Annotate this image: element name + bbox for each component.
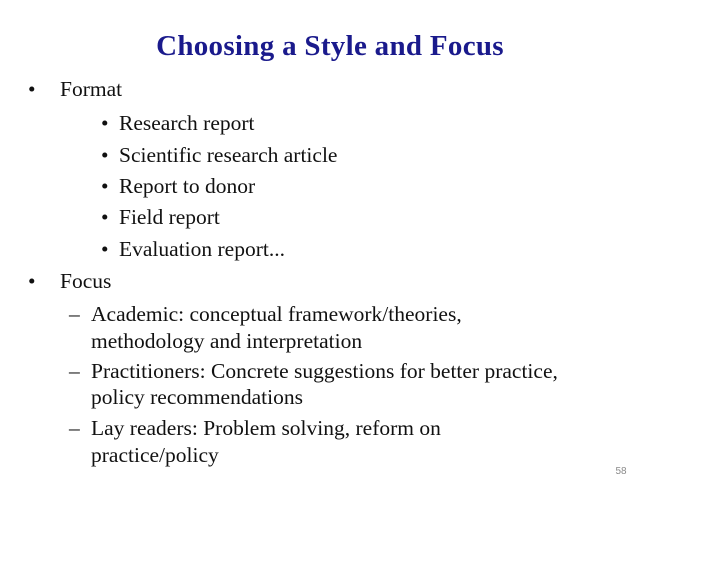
list-item-continuation: policy recommendations xyxy=(91,385,303,409)
focus-item-line: Lay readers: Problem solving, reform on xyxy=(91,416,441,440)
format-bullet xyxy=(28,76,122,102)
bullet-icon: • xyxy=(101,237,109,261)
list-item xyxy=(101,236,285,262)
slide-title: Choosing a Style and Focus xyxy=(156,30,504,62)
format-item: Scientific research article xyxy=(119,143,338,167)
bullet-icon: • xyxy=(101,205,109,229)
list-item xyxy=(69,415,441,441)
format-item: Field report xyxy=(119,205,220,229)
focus-bullet xyxy=(28,268,111,294)
format-item: Report to donor xyxy=(119,174,256,198)
list-item-continuation: methodology and interpretation xyxy=(91,329,363,353)
focus-item-line: Practitioners: Concrete suggestions for better practice, xyxy=(91,359,558,383)
focus-item-line: Academic: conceptual framework/theories, xyxy=(91,302,462,326)
list-item xyxy=(101,204,220,230)
format-item: Research report xyxy=(119,111,255,135)
dash-icon: – xyxy=(69,302,80,326)
format-heading: Format xyxy=(60,77,123,101)
list-item xyxy=(69,301,462,327)
format-item: Evaluation report... xyxy=(119,237,285,261)
list-item xyxy=(101,173,255,199)
dash-icon: – xyxy=(69,416,80,440)
list-item xyxy=(69,358,558,384)
list-item-continuation: practice/policy xyxy=(91,443,219,467)
list-item xyxy=(101,110,255,136)
list-item xyxy=(101,142,337,168)
dash-icon: – xyxy=(69,359,80,383)
bullet-icon: • xyxy=(101,111,109,135)
bullet-icon: • xyxy=(28,77,36,101)
bullet-icon: • xyxy=(28,269,36,293)
page-number: 58 xyxy=(615,466,627,477)
bullet-icon: • xyxy=(101,143,109,167)
bullet-icon: • xyxy=(101,174,109,198)
focus-heading: Focus xyxy=(60,269,112,293)
